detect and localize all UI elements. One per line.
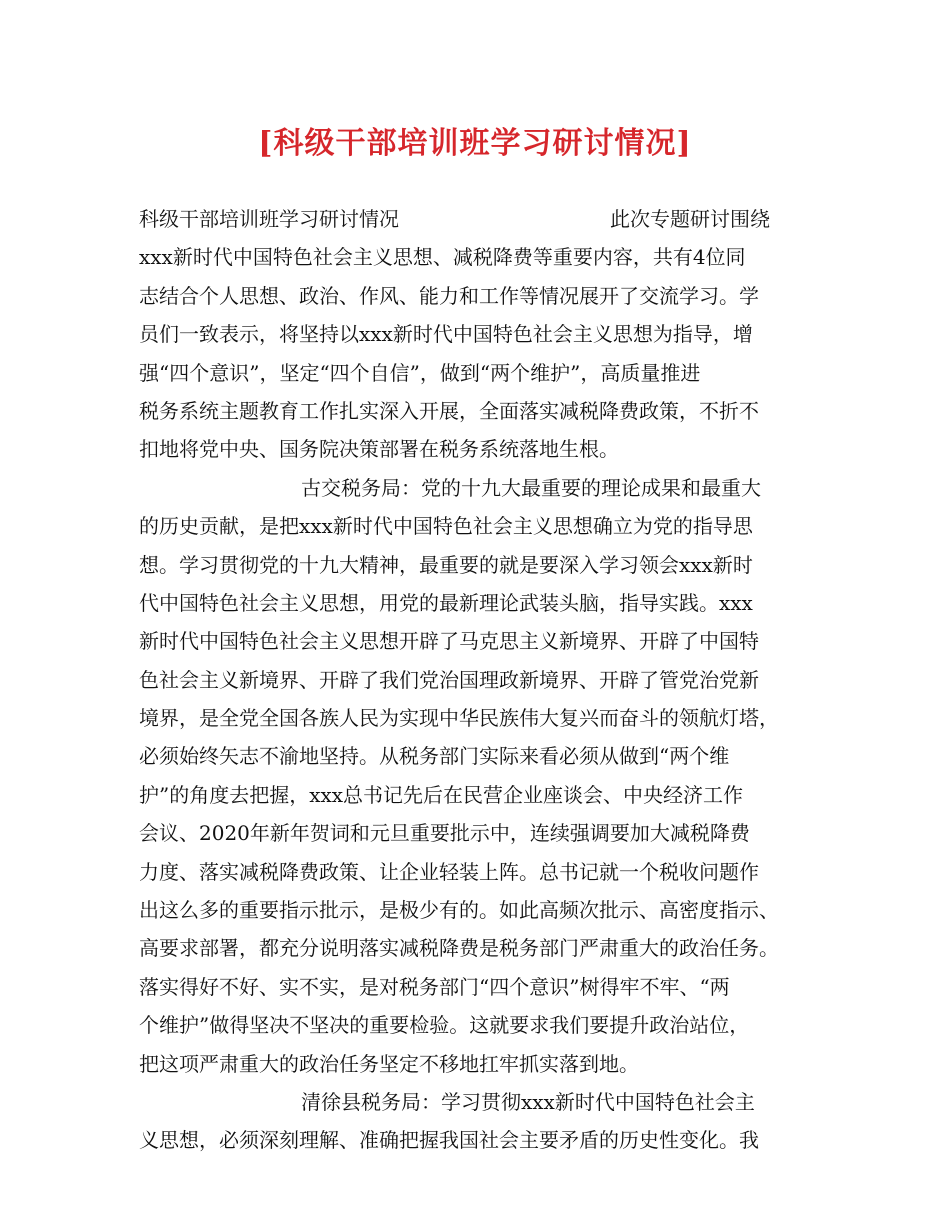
text-line	[139, 200, 829, 238]
text-line: 出这么多的重要指示批示，是极少有的。如此高频次批示、高密度指示、	[139, 898, 779, 923]
document-title: [科级干部培训班学习研讨情况]	[258, 126, 692, 161]
text-line: 强“四个意识”，坚定“四个自信”，做到“两个维护”，高质量推进	[139, 360, 701, 385]
text-line: 必须始终矢志不渝地坚持。从税务部门实际来看必须从做到“两个维	[139, 744, 730, 769]
text-line: 落实得好不好、实不实，是对税务部门“四个意识”树得牢不牢、“两	[139, 974, 730, 999]
text-line: 护”的角度去把握，xxx总书记先后在民营企业座谈会、中央经济工作	[139, 782, 744, 807]
text-line: 力度、落实减税降费政策、让企业轻装上阵。总书记就一个税收问题作	[139, 859, 759, 884]
heading-text: 科级干部培训班学习研讨情况	[139, 207, 399, 231]
text-line: 代中国特色社会主义思想，用党的最新理论武装头脑，指导实践。xxx	[139, 590, 753, 615]
paragraph-start-line: 清徐县税务局：学习贯彻xxx新时代中国特色社会主	[301, 1089, 755, 1114]
text-line: 义思想，必须深刻理解、准确把握我国社会主要矛盾的历史性变化。我	[139, 1128, 759, 1153]
text-line: 个维护”做得坚决不坚决的重要检验。这就要求我们要提升政治站位，	[139, 1013, 750, 1038]
text-line: 志结合个人思想、政治、作风、能力和工作等情况展开了交流学习。学	[139, 283, 759, 308]
text-line: 的历史贡献，是把xxx新时代中国特色社会主义思想确立为党的指导思	[139, 514, 753, 539]
text-line: 高要求部署，都充分说明落实减税降费是税务部门严肃重大的政治任务。	[139, 936, 779, 961]
paragraph-start-line: 古交税务局：党的十九大最重要的理论成果和最重大	[301, 475, 761, 500]
text-line: 想。学习贯彻党的十九大精神，最重要的就是要深入学习领会xxx新时	[139, 552, 753, 577]
intro-text: 此次专题研讨围绕	[610, 207, 770, 231]
text-line: 员们一致表示，将坚持以xxx新时代中国特色社会主义思想为指导，增	[139, 322, 753, 347]
text-line: 色社会主义新境界、开辟了我们党治国理政新境界、开辟了管党治党新	[139, 667, 759, 692]
text-line: 税务系统主题教育工作扎实深入开展，全面落实减税降费政策，不折不	[139, 398, 759, 423]
text-line: 把这项严肃重大的政治任务坚定不移地扛牢抓实落到地。	[139, 1051, 639, 1076]
text-line: 境界，是全党全国各族人民为实现中华民族伟大复兴而奋斗的领航灯塔，	[139, 706, 779, 731]
document-body	[139, 200, 829, 1160]
text-line: 扣地将党中央、国务院决策部署在税务系统落地生根。	[139, 437, 619, 462]
text-line: 新时代中国特色社会主义思想开辟了马克思主义新境界、开辟了中国特	[139, 629, 759, 654]
text-line: 会议、2020年新年贺词和元旦重要批示中，连续强调要加大减税降费	[139, 821, 750, 846]
text-line: xxx新时代中国特色社会主义思想、减税降费等重要内容，共有4位同	[139, 245, 746, 270]
